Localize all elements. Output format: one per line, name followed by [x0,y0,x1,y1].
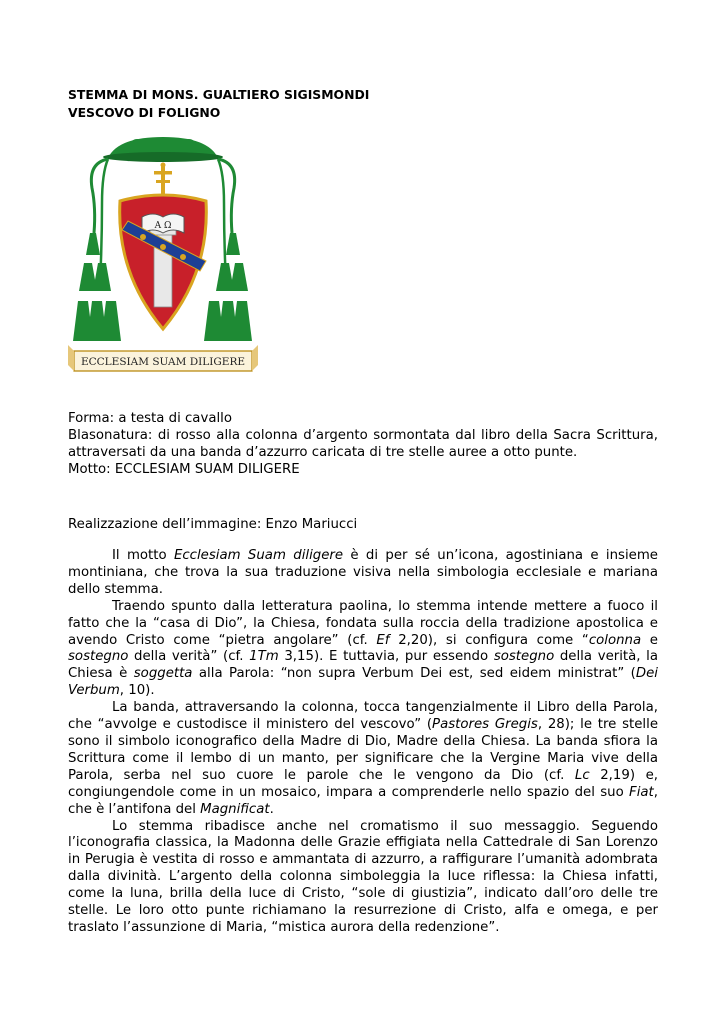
paragraph-3: La banda, attraversando la colonna, tocca tangenzialmente il Libro della Parola, che “avvolge e custodisce il ministero del vescovo” (Pastores Gregis, 28); le tre stelle sono il simbolo iconografico della Madre di Dio, Madre della Chiesa. La banda sfiora la Scrittura come il lembo di un manto, per significare che la Vergine Maria vive della Parola, serba nel suo cuore le parole che le vengono da Dio (cf. Lc 2,19) e, congiungendole come in un mosaico, impara a comprenderle nello spazio del suo Fiat, che è l’antifona del Magnificat. [68,700,659,817]
paragraph-2: Traendo spunto dalla letteratura paolina, lo stemma intende mettere a fuoco il fatto che la “casa di Dio”, la Chiesa, fondata sulla roccia della tradizione apostolica e avendo Cristo come “pietra angolare” (cf. Ef 2,20), si configura come “colonna e sostegno della verità” (cf. 1Tm 3,15). E tuttavia, pur essendo sostegno della verità, la Chiesa è soggetta alla Parola: “non supra Verbum Dei est, sed eidem ministrat” (Dei Verbum, 10). [68,598,659,699]
paragraph-1: Il motto Ecclesiam Suam diligere è di per sé un’icona, agostiniana e insieme montiniana, che trova la sua traduzione visiva nella simbologia ecclesiale e mariana dello stemma. [68,548,658,597]
heading-line-1: STEMMA DI MONS. GUALTIERO SIGISMONDI [68,87,370,102]
commentary [68,548,658,937]
blasonatura-line: Blasonatura: di rosso alla colonna d’argento sormontata dal libro della Sacra Scrittura, attraversati da una banda d’azzurro caricata di tre stelle auree a otto punte. [68,428,658,460]
hat-crown [130,139,196,153]
book-letters: A Ω [154,221,172,231]
heading-line-2: VESCOVO DI FOLIGNO [68,105,221,120]
forma-line: Forma: a testa di cavallo [68,411,232,426]
motto-scroll-text: ECCLESIAM SUAM DILIGERE [80,356,246,368]
right-tassels [204,233,252,341]
blazon-info [68,410,658,478]
document-heading [68,86,658,122]
motto-line: Motto: ECCLESIAM SUAM DILIGERE [68,462,300,477]
paragraph-4: Lo stemma ribadisce anche nel cromatismo il suo messaggio. Seguendo l’iconografia classica, la Madonna delle Grazie effigiata nella Cattedrale di San Lorenzo in Perugia è vestita di rosso e ammantata di azzurro, a raffigurare l’umanità adombrata dalla divinità. L’argento della colonna simboleggia la luce riflessa: la Chiesa infatti, come la luna, brilla della luce di Cristo, “sole di giustizia”, indicato dall’oro delle tre stelle. Le loro otto punte richiamano la resurrezione di Cristo, alfa e omega, e per traslato l’assunzione di Maria, “mistica aurora della redenzione”. [68,818,658,935]
coat-of-arms [68,133,258,395]
left-tassels [73,233,121,341]
image-credit: Realizzazione dell’immagine: Enzo Mariucci [68,517,358,532]
gold-cross [154,163,172,196]
